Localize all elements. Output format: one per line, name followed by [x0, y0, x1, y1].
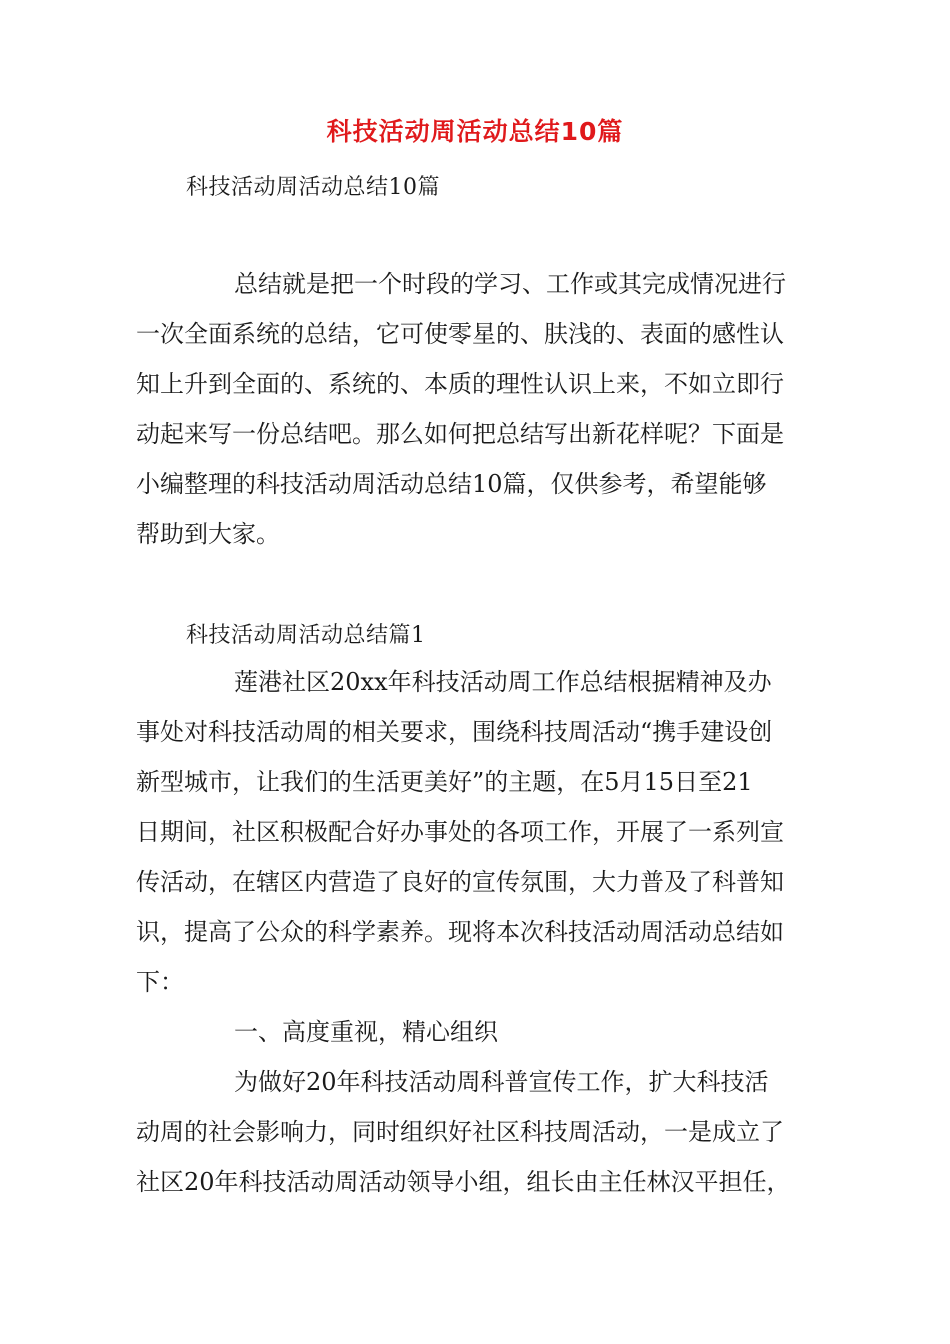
intro-line: 动起来写一份总结吧。那么如何把总结写出新花样呢？下面是	[136, 420, 784, 448]
part1-line: 为做好20年科技活动周科普宣传工作，扩大科技活	[234, 1068, 769, 1096]
intro-line: 总结就是把一个时段的学习、工作或其完成情况进行	[234, 270, 786, 298]
intro-line: 小编整理的科技活动周活动总结10篇，仅供参考，希望能够	[136, 470, 767, 498]
part1-line: 社区20年科技活动周活动领导小组，组长由主任林汉平担任，	[136, 1168, 791, 1196]
section1-line: 日期间，社区积极配合好办事处的各项工作，开展了一系列宣	[136, 818, 784, 846]
document-title: 科技活动周活动总结10篇	[326, 117, 624, 146]
intro-line: 知上升到全面的、系统的、本质的理性认识上来，不如立即行	[136, 370, 784, 398]
section1-line: 事处对科技活动周的相关要求，围绕科技周活动“携手建设创	[136, 718, 773, 746]
section1-line: 传活动，在辖区内营造了良好的宣传氛围，大力普及了科普知	[136, 868, 784, 896]
intro-line: 一次全面系统的总结，它可使零星的、肤浅的、表面的感性认	[136, 320, 784, 348]
section1-line: 莲港社区20xx年科技活动周工作总结根据精神及办	[234, 668, 772, 696]
part1-paragraph	[136, 1057, 830, 1207]
section1-line: 下：	[136, 968, 184, 996]
document-subtitle: 科技活动周活动总结10篇	[186, 175, 440, 200]
section1-line: 识，提高了公众的科学素养。现将本次科技活动周活动总结如	[136, 918, 784, 946]
section1-line: 新型城市，让我们的生活更美好”的主题，在5月15日至21	[136, 768, 753, 796]
part1-heading-block	[136, 1007, 830, 1057]
intro-line: 帮助到大家。	[136, 520, 280, 548]
section1-paragraph	[136, 657, 830, 1007]
part-heading: 一、高度重视，精心组织	[234, 1018, 498, 1046]
section-heading: 科技活动周活动总结篇1	[186, 623, 426, 648]
part1-line: 动周的社会影响力，同时组织好社区科技周活动，一是成立了	[136, 1118, 784, 1146]
intro-paragraph	[136, 259, 830, 559]
